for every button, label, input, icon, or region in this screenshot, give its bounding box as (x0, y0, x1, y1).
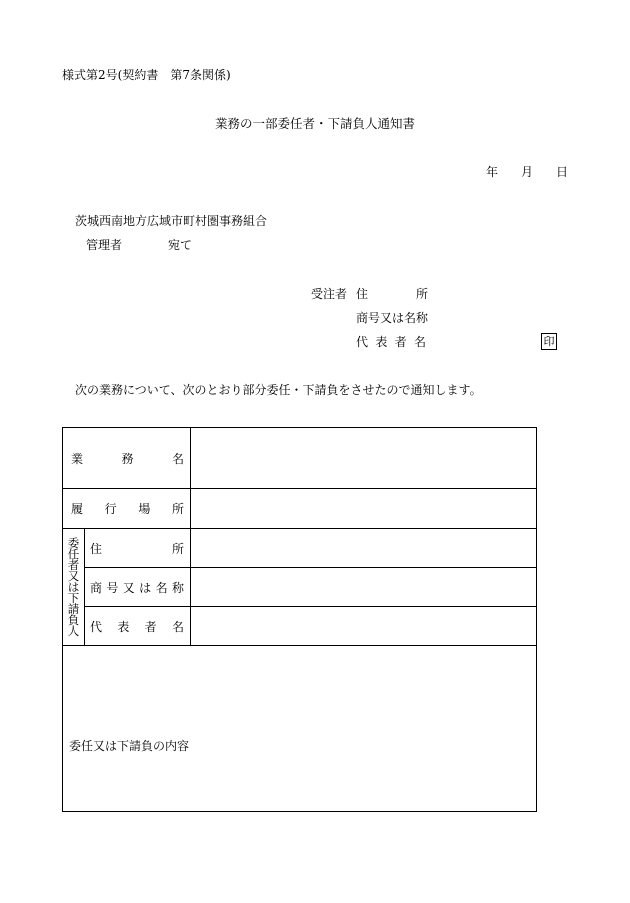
char: 名 (155, 580, 168, 595)
char: 所 (171, 502, 184, 516)
char: 負 (67, 612, 80, 627)
addressee-manager: 管理者 (86, 238, 123, 252)
sub-address-value-cell[interactable] (191, 529, 537, 568)
char: 住 (356, 287, 369, 301)
sub-name-value-cell[interactable] (191, 568, 537, 607)
char: 履 (71, 502, 84, 516)
char: 又 (67, 568, 80, 583)
char: 委 (67, 535, 80, 550)
char: 下 (67, 590, 80, 605)
notification-text: 次の業務について、次のとおり部分委任・下請負をさせたので通知します。 (75, 383, 482, 397)
addressee-suffix: 宛て (168, 238, 193, 252)
char: 者 (67, 557, 80, 572)
char: 代 (90, 619, 103, 634)
subcontractor-vertical-label-cell (63, 529, 85, 646)
location-label-cell (63, 489, 191, 529)
char: 又 (122, 580, 135, 595)
char: 表 (375, 335, 388, 349)
contractor-name-label: 商号又は名称 (356, 311, 429, 325)
sub-rep-label-cell (85, 607, 191, 646)
char: 請 (67, 601, 80, 616)
document-title: 業務の一部委任者・下請負人通知書 (214, 116, 415, 131)
char: 行 (104, 502, 117, 516)
contractor-label: 受注者 (311, 287, 348, 301)
char: 者 (394, 335, 407, 349)
date-month-label: 月 (521, 165, 534, 179)
sub-address-label-cell (85, 529, 191, 568)
char: 任 (67, 546, 80, 561)
char: 業 (71, 451, 84, 466)
char: 住 (90, 541, 103, 556)
char: 所 (415, 287, 428, 301)
char: 表 (117, 619, 130, 634)
date-year-label: 年 (486, 165, 499, 179)
contractor-representative-label (356, 336, 426, 348)
location-value-cell[interactable] (191, 489, 537, 529)
notification-table (62, 427, 537, 812)
sub-rep-value-cell[interactable] (191, 607, 537, 646)
char: 務 (121, 451, 134, 466)
char: 名 (413, 335, 426, 349)
date-day-label: 日 (556, 165, 569, 179)
char: 代 (356, 335, 369, 349)
char: 場 (138, 502, 151, 516)
char: 人 (67, 623, 80, 638)
char: 称 (171, 580, 184, 595)
char: 号 (106, 580, 119, 595)
form-number: 様式第2号(契約書 第7条関係) (62, 68, 231, 82)
char: 名 (172, 451, 185, 466)
addressee-organization: 茨城西南地方広域市町村圏事務組合 (75, 214, 268, 228)
contractor-address-label (356, 288, 428, 300)
business-name-label-cell (63, 428, 191, 489)
char: 所 (172, 541, 185, 556)
business-name-value-cell[interactable] (191, 428, 537, 489)
content-label: 委任又は下請負の内容 (69, 738, 190, 753)
sub-name-label-cell (85, 568, 191, 607)
char: 名 (171, 619, 184, 634)
char: は (67, 579, 80, 594)
char: 者 (144, 619, 157, 634)
char: 商 (90, 580, 103, 595)
char: は (139, 580, 152, 595)
content-cell[interactable] (63, 646, 537, 812)
seal-mark: 印 (541, 333, 557, 350)
